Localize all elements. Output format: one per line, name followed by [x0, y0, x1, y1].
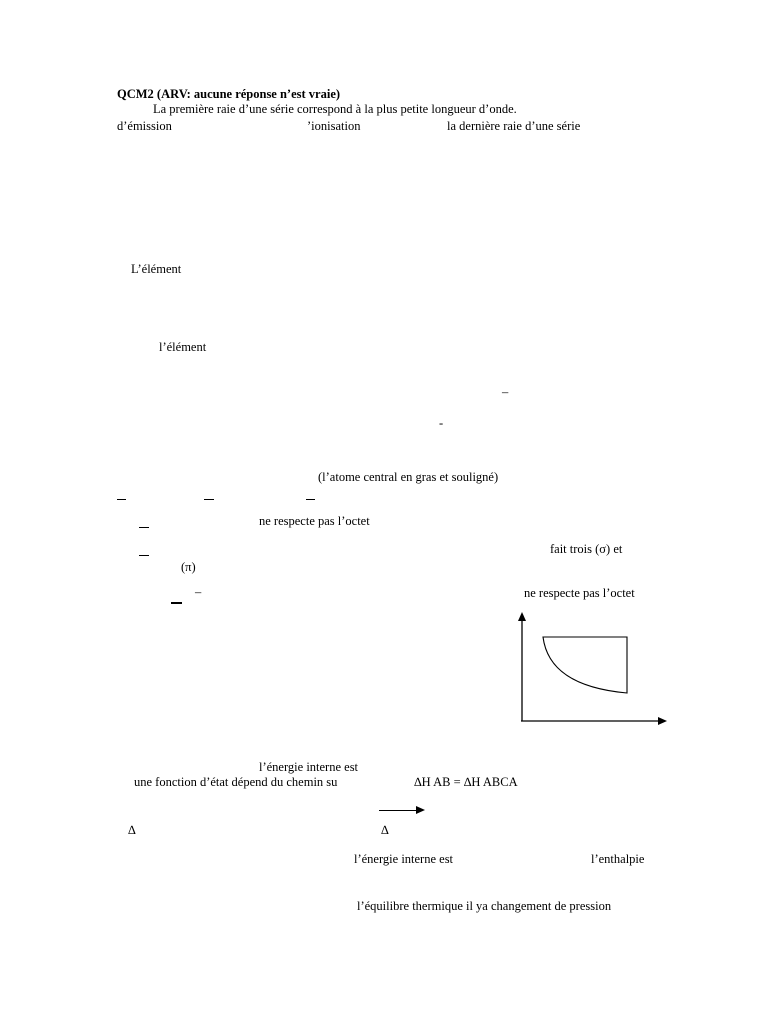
option-ionisation: ’ionisation: [307, 119, 361, 133]
pi-statement: (π): [181, 560, 196, 574]
octet-statement-1: ne respecte pas l’octet: [259, 514, 370, 528]
underline-mark-1: [117, 499, 126, 500]
reaction-arrow-icon: [416, 806, 425, 814]
central-atom-note: (l’atome central en gras et souligné): [318, 470, 499, 484]
octet-statement-2: ne respecte pas l’octet: [524, 586, 635, 600]
small-dash-1: –: [502, 385, 509, 399]
element-label-1: L’élément: [131, 262, 182, 276]
underline-mark-3: [306, 499, 315, 500]
y-axis: [518, 612, 526, 721]
delta-h-equation: ∆H AB = ∆H ABCA: [414, 775, 518, 789]
underline-mark-2: [204, 499, 214, 500]
enthalpy-label: l’enthalpie: [591, 852, 645, 866]
sigma-statement: fait trois (σ) et: [550, 542, 623, 556]
cycle-path: [543, 637, 627, 693]
option-emission: d’émission: [117, 119, 172, 133]
small-dash-3: –: [195, 585, 202, 599]
qcm-title: QCM2 (ARV: aucune réponse n’est vraie): [117, 87, 341, 101]
option-last-line: la dernière raie d’une série: [447, 119, 581, 133]
thermal-equilibrium-statement: l’équilibre thermique il ya changement de pression: [357, 899, 612, 913]
underline-mark-4: [139, 527, 149, 528]
thermo-cycle-graph: [510, 608, 670, 730]
underline-mark-6: [171, 602, 182, 604]
internal-energy-statement-1: l’énergie interne est: [259, 760, 359, 774]
underline-mark-5: [139, 555, 149, 556]
statement-line-1: La première raie d’une série correspond à la plus petite longueur d’onde.: [153, 102, 517, 116]
state-function-statement: une fonction d’état dépend du chemin su: [134, 775, 338, 789]
internal-energy-statement-2: l’énergie interne est: [354, 852, 454, 866]
reaction-arrow-line: [379, 810, 417, 811]
x-axis: [521, 717, 667, 725]
delta-symbol-2: ∆: [381, 823, 389, 837]
small-dash-2: -: [439, 416, 444, 430]
element-label-2: l’élément: [159, 340, 207, 354]
delta-symbol-1: ∆: [128, 823, 136, 837]
